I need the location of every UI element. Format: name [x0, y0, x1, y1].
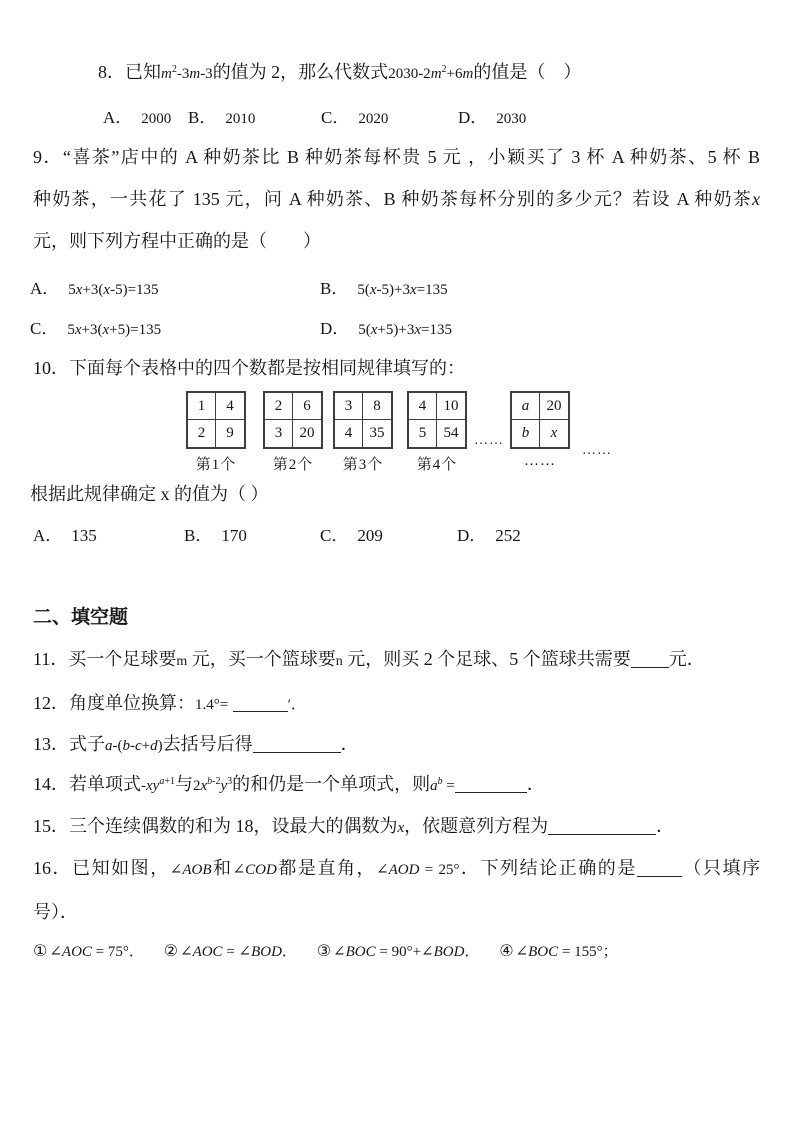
table-cell: 3 — [335, 393, 363, 420]
question-9-line-1: 9．“喜茶”店中的 A 种奶茶比 B 种奶茶每杯贵 5 元 ，小颖买了 3 杯 A 种奶茶、5 杯 B — [33, 147, 760, 167]
question-14-expr-1: $-xy^{a+1}$ — [141, 776, 175, 794]
option-label: D． — [320, 319, 350, 338]
question-13-text-2: 去括号后得 — [162, 734, 253, 754]
q10-option-a — [33, 521, 97, 546]
table-label: 第4个 — [416, 457, 458, 473]
question-11 — [33, 647, 705, 674]
table-label: 第1个 — [195, 457, 237, 473]
section-2-title: 二、填空题 — [33, 607, 129, 628]
question-14-expr-2: $2x^{b-2}y^3$ — [192, 776, 233, 794]
table-grid — [407, 391, 467, 449]
question-14-text-1: 14．若单项式 — [33, 774, 141, 794]
table-cell: 4 — [409, 393, 437, 420]
q10-option-d — [457, 521, 521, 546]
table-cell: 20 — [299, 425, 315, 441]
conclusion-2-expr: ∠AOC = ∠BOD． — [179, 944, 297, 960]
circled-2: ② — [163, 941, 178, 960]
option-value: 2010 — [225, 111, 256, 127]
option-value: 2030 — [496, 111, 527, 127]
question-14 — [33, 772, 545, 798]
question-10-intro: 10．下面每个表格中的四个数都是按相同规律填写的： — [33, 358, 465, 378]
pattern-table-3 — [333, 391, 393, 474]
circled-3: ③ — [316, 941, 332, 960]
answer-blank — [233, 694, 288, 712]
question-8-text-2: 的值为 2，那么代数式 — [212, 62, 389, 82]
option-value: 209 — [357, 526, 383, 545]
table-cell: 8 — [363, 393, 391, 420]
question-16-line-1 — [33, 856, 760, 882]
variable-n: n — [335, 654, 343, 669]
table-cell: 20 — [540, 393, 568, 420]
table-grid — [263, 391, 323, 449]
conclusion-3-expr: ∠BOC = 90°+∠BOD． — [333, 944, 480, 960]
variable-m: m — [176, 654, 188, 669]
option-value: 252 — [495, 526, 521, 545]
question-8-number: 8． — [98, 62, 125, 82]
question-15-text-3: ． — [656, 816, 675, 836]
table-cell: 9 — [226, 425, 234, 441]
question-9-line-3: 元，则下列方程中正确的是（ ） — [33, 231, 321, 251]
option-label: D． — [458, 108, 488, 127]
table-cell: b — [512, 420, 540, 447]
question-8-expr-1: $m^2-3m-3$ — [161, 64, 213, 82]
question-16-text-1: 16．已知如图， — [33, 858, 170, 878]
option-label: A． — [33, 526, 63, 545]
question-15 — [33, 814, 674, 840]
question-11-text-1: 11．买一个足球要 — [33, 649, 177, 669]
table-cell: 2 — [265, 393, 293, 420]
option-expr: 5(x-5)+3x=135 — [357, 282, 448, 298]
question-13-text-1: 13．式子 — [33, 734, 105, 754]
question-14-expr-3: $a^b$ = — [430, 776, 455, 794]
table-cell: 54 — [443, 425, 459, 441]
question-15-text-1: 15．三个连续偶数的和为 18，设最大的偶数为 — [33, 816, 398, 836]
question-14-text-4: ． — [526, 774, 545, 794]
table-grid — [186, 391, 246, 449]
angle-COD: ∠COD — [232, 862, 277, 878]
ellipsis-mid: …… — [474, 433, 504, 448]
question-16-line-2: 号）． — [33, 902, 78, 922]
variable-x: x — [397, 820, 405, 836]
question-16-text-5: （只填序 — [681, 858, 761, 878]
circled-4: ④ — [499, 941, 514, 960]
answer-blank — [631, 650, 669, 668]
table-cell: 2 — [188, 420, 216, 447]
table-cell: a — [512, 393, 540, 420]
pattern-table-2 — [263, 391, 323, 474]
answer-blank — [455, 775, 527, 793]
table-cell: 4 — [216, 393, 244, 420]
answer-blank — [253, 735, 341, 753]
option-expr: 5(x+5)+3x=135 — [358, 322, 453, 338]
question-11-text-3: 元，则买 2 个足球、5 个篮球共需要 — [342, 649, 631, 669]
option-label: B． — [320, 279, 349, 298]
option-label: C． — [321, 108, 350, 127]
option-label: C． — [320, 526, 349, 545]
angle-AOD-value: ∠AOD = 25° — [376, 862, 460, 878]
question-14-text-2: 与 — [174, 774, 193, 794]
question-8-expr-2: $2030-2m^2+6m$ — [388, 64, 474, 82]
table-cell: 1 — [188, 393, 216, 420]
conclusion-1-expr: ∠AOC = 75°． — [49, 944, 144, 960]
option-label: D． — [457, 526, 487, 545]
answer-blank — [637, 859, 682, 877]
table-cell: 5 — [409, 420, 437, 447]
ellipsis-end: …… — [582, 443, 612, 458]
conclusion-4-expr: ∠BOC = 155°； — [515, 944, 618, 960]
q10-option-b — [184, 521, 247, 546]
pattern-tables-figure — [186, 391, 626, 477]
table-grid — [333, 391, 393, 449]
pattern-table-1 — [186, 391, 246, 474]
angle-AOB: ∠AOB — [169, 862, 212, 878]
question-13-expr: a-(b-c+d) — [105, 738, 163, 754]
option-label: B． — [184, 526, 213, 545]
table-cell: 10 — [437, 393, 465, 420]
option-label: A． — [103, 108, 133, 127]
q8-option-a — [103, 103, 171, 128]
option-value: 170 — [221, 526, 247, 545]
question-9-line-2: 种奶茶，一共花了 135 元，问 A 种奶茶、B 种奶茶每杯分别的多少元？若设 A 种奶茶x — [33, 189, 760, 209]
question-10-text: 根据此规律确定 x 的值为（ ） — [30, 484, 269, 504]
table-cell: 35 — [369, 425, 385, 441]
q9-option-d — [320, 314, 452, 339]
option-label: C． — [30, 319, 59, 338]
conclusion-1 — [33, 941, 144, 960]
question-8-text-3: 的值是（ ） — [473, 62, 582, 82]
table-cell: 6 — [293, 393, 321, 420]
q9-option-c — [30, 314, 161, 339]
q9-option-a — [30, 274, 159, 299]
conclusion-3 — [316, 941, 480, 960]
q9-option-b — [320, 274, 448, 299]
question-10-options — [0, 521, 760, 547]
question-11-text-2: 元，买一个篮球要 — [187, 649, 336, 669]
question-16-conclusions — [33, 940, 634, 961]
option-label: B． — [188, 108, 217, 127]
question-12-text-2: ′． — [287, 697, 307, 713]
pattern-table-n — [510, 391, 570, 470]
question-15-text-2: ，依题意列方程为 — [404, 816, 549, 836]
table-grid — [510, 391, 570, 449]
question-11-text-4: 元． — [668, 649, 705, 669]
table-cell: 4 — [335, 420, 363, 447]
option-value: 2000 — [141, 111, 172, 127]
question-12 — [33, 691, 306, 717]
question-14-text-3: 的和仍是一个单项式，则 — [232, 774, 431, 794]
question-16-text-3: 都是直角， — [276, 858, 377, 878]
question-16-text-2: 和 — [211, 858, 233, 878]
conclusion-2 — [163, 941, 297, 960]
option-expr: 5x+3(x-5)=135 — [68, 282, 159, 298]
question-12-expr: 1.4°= — [195, 697, 229, 713]
circled-1: ① — [33, 941, 48, 960]
q8-option-d — [458, 103, 526, 128]
question-16-text-4: ．下列结论正确的是 — [459, 858, 637, 878]
option-value: 2020 — [358, 111, 389, 127]
question-8-text-1: 已知 — [125, 62, 161, 82]
answer-blank — [548, 817, 656, 835]
table-label: 第2个 — [272, 457, 314, 473]
question-8 — [98, 60, 581, 86]
pattern-table-4 — [407, 391, 467, 474]
question-13-text-3: ． — [340, 734, 359, 754]
q8-option-b — [188, 103, 255, 128]
option-expr: 5x+3(x+5)=135 — [67, 322, 162, 338]
question-12-text-1: 12．角度单位换算： — [33, 693, 195, 713]
q10-option-c — [320, 521, 383, 546]
question-13 — [33, 732, 359, 758]
q8-option-c — [321, 103, 388, 128]
option-label: A． — [30, 279, 60, 298]
option-value: 135 — [71, 526, 97, 545]
table-label: 第3个 — [342, 457, 384, 473]
question-9-options-row-2 — [0, 314, 760, 340]
table-cell: 3 — [265, 420, 293, 447]
question-9-options-row-1 — [0, 274, 760, 300]
question-8-options — [0, 103, 760, 129]
table-label: …… — [524, 453, 556, 469]
conclusion-4 — [499, 941, 618, 960]
table-cell: x — [550, 425, 558, 441]
